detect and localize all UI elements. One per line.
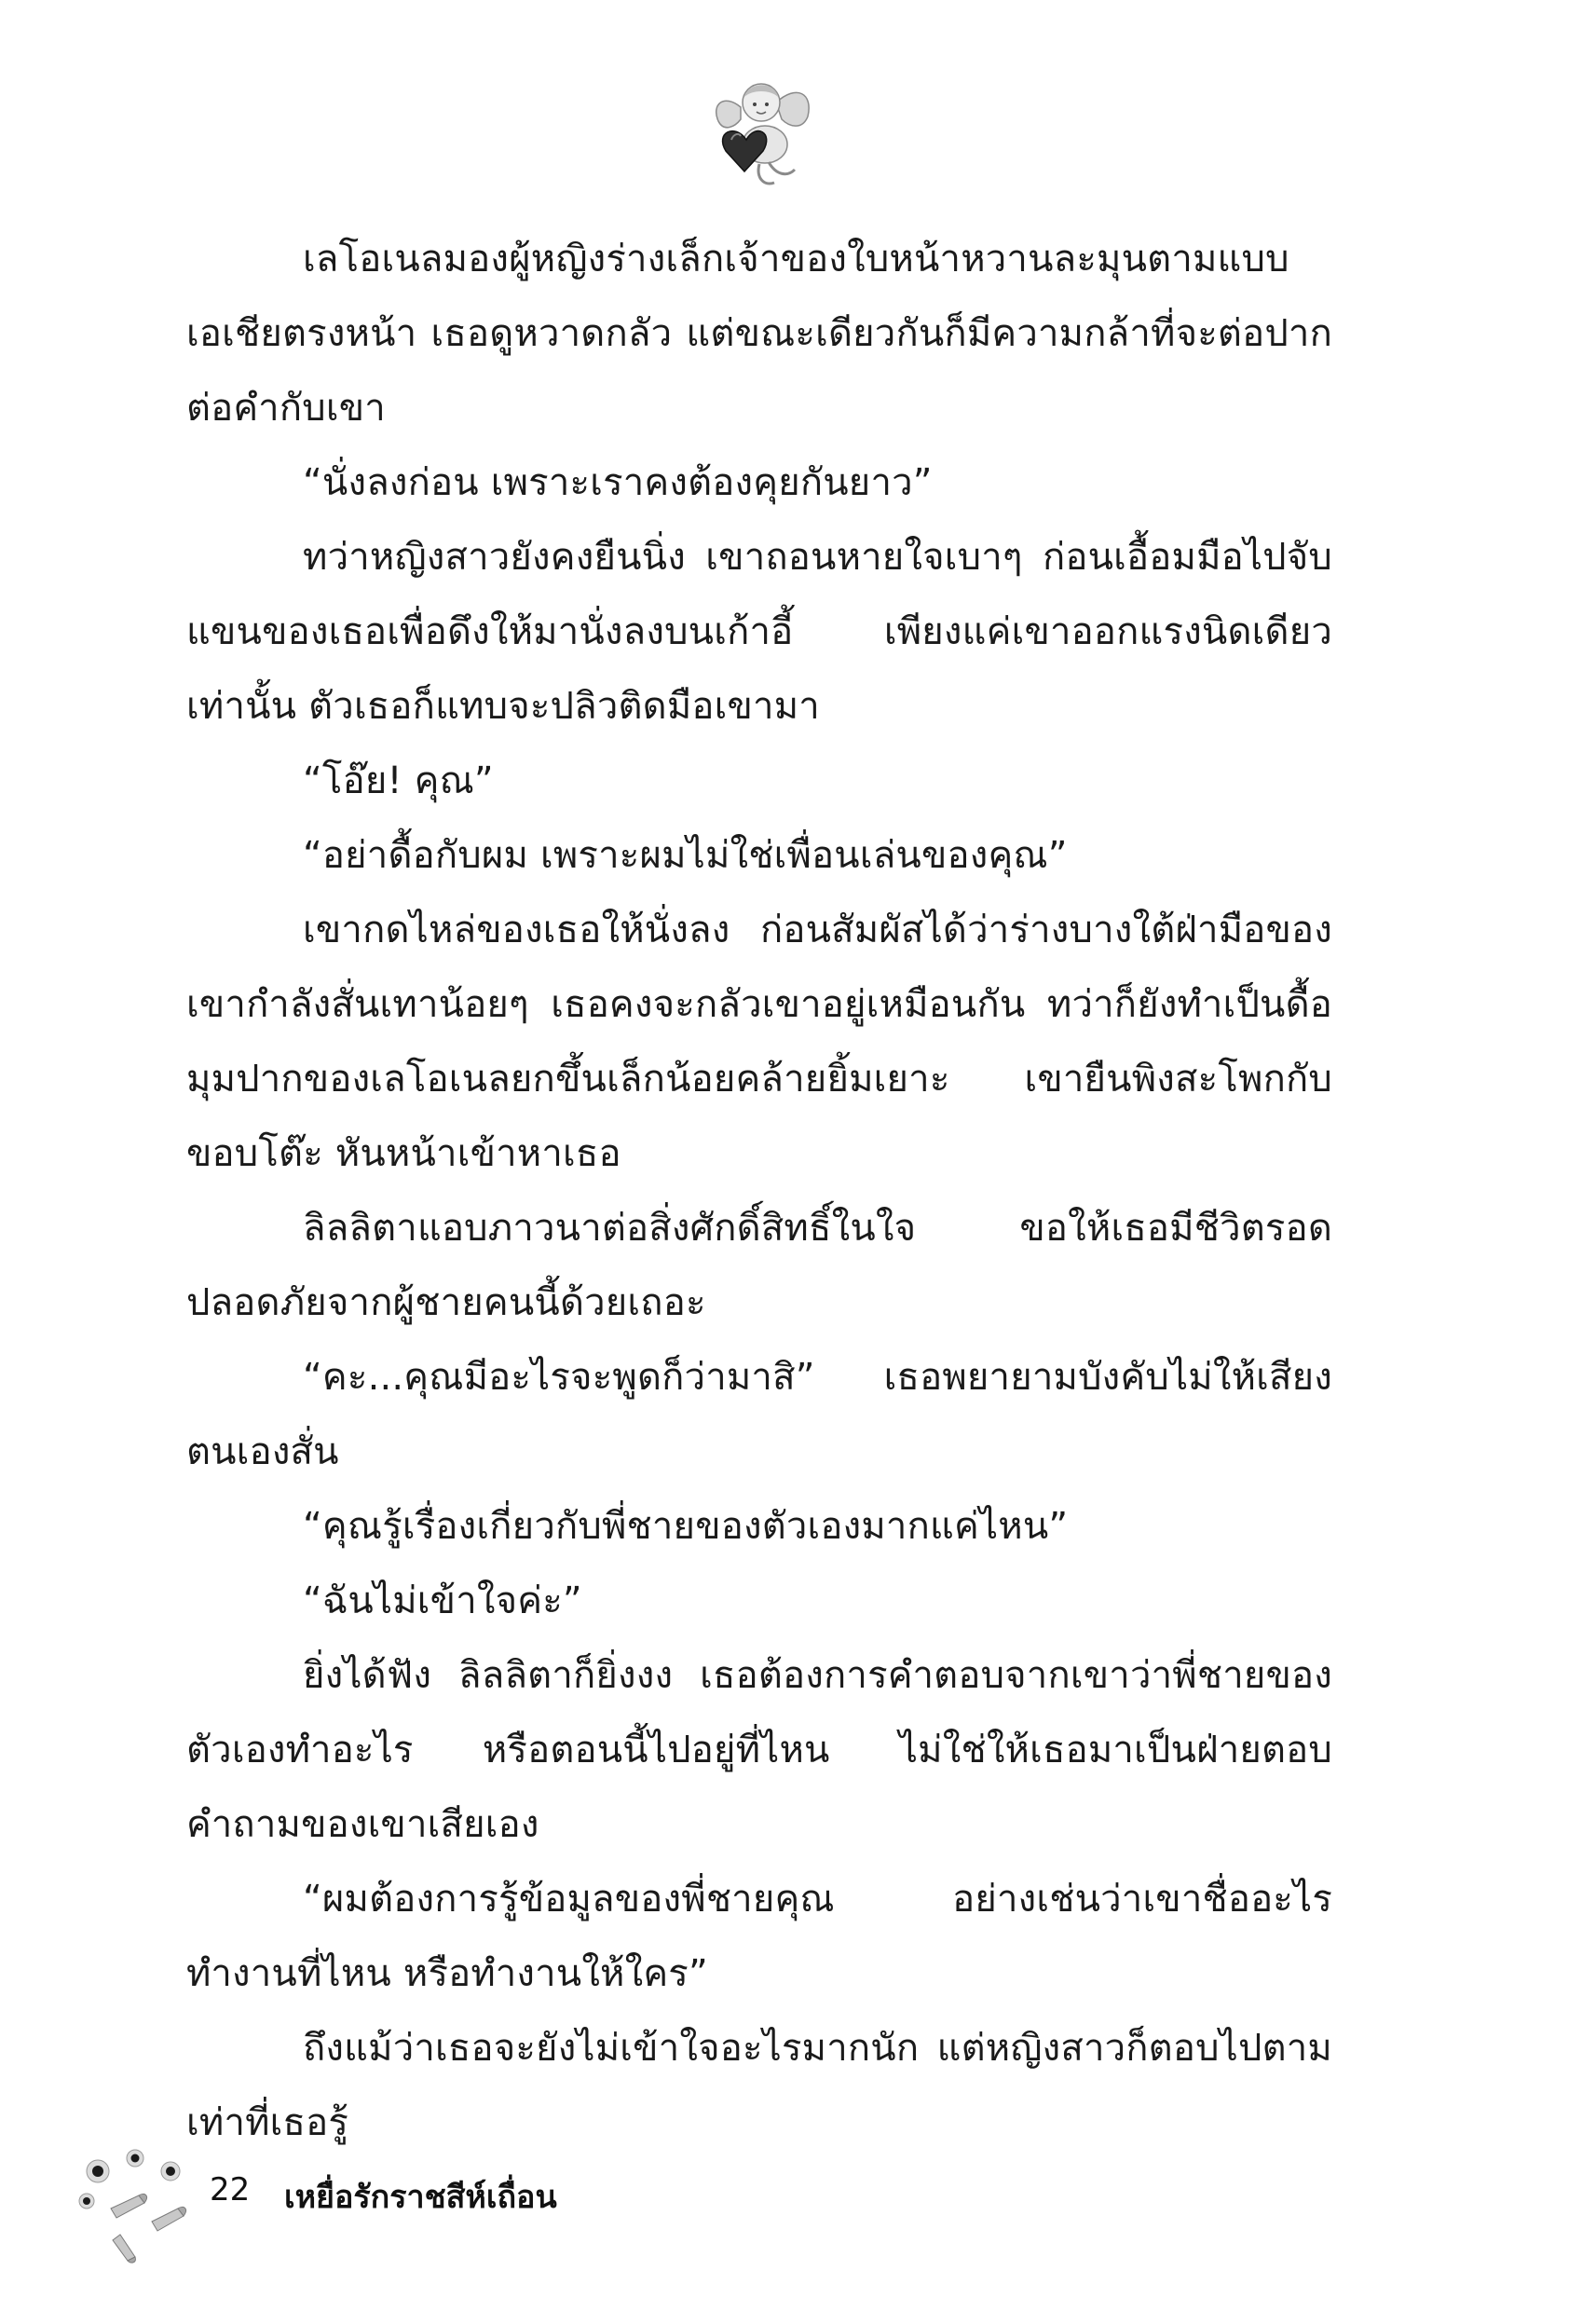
paragraph: “ผมต้องการรู้ข้อมูลของพี่ชายคุณ อย่างเช่นว่าเขาชื่ออะไร ทำงานที่ไหน หรือทำงานให้ใคร”: [186, 1878, 1332, 1995]
book-title: เหยื่อรักราชสีห์เถื่อน: [284, 2179, 557, 2216]
paragraph: “นั่งลงก่อน เพราะเราคงต้องคุยกันยาว”: [303, 461, 933, 504]
paragraph: ถึงแม้ว่าเธอจะยังไม่เข้าใจอะไรมากนัก แต่หญิงสาวก็ตอบไปตามเท่าที่เธอรู้: [186, 2027, 1332, 2144]
paragraph: ลิลลิตาแอบภาวนาต่อสิ่งศักดิ์สิทธิ์ในใจ ขอให้เธอมีชีวิตรอดปลอดภัยจากผู้ชายคนนี้ด้วยเถอะ: [186, 1207, 1332, 1324]
paragraph: ทว่าหญิงสาวยังคงยืนนิ่ง เขาถอนหายใจเบาๆ ก่อนเอื้อมมือไปจับแขนของเธอเพื่อดึงให้มานั่งลงบนเก้าอี้ เพียงแค่เขาออกแรงนิดเดียวเท่านั้น ตัวเธอก็แทบจะปลิวติดมือเขามา: [186, 536, 1332, 728]
paragraph: ยิ่งได้ฟัง ลิลลิตาก็ยิ่งงง เธอต้องการคำตอบจากเขาว่าพี่ชายของตัวเองทำอะไร หรือตอนนี้ไปอยู่ที่ไหน ไม่ใช่ให้เธอมาเป็นฝ่ายตอบคำถามของเขาเสียเอง: [186, 1654, 1332, 1846]
bullet-holes-icon: [70, 2143, 200, 2264]
paragraph: “ฉันไม่เข้าใจค่ะ”: [303, 1579, 582, 1622]
paragraph: “คะ...คุณมีอะไรจะพูดก็ว่ามาสิ” เธอพยายามบังคับไม่ให้เสียงตนเองสั่น: [186, 1356, 1332, 1473]
story-text: [186, 222, 1332, 2160]
page-footer: [0, 2143, 1596, 2283]
paragraph: “โอ๊ย! คุณ”: [303, 759, 494, 802]
paragraph: เลโอเนลมองผู้หญิงร่างเล็กเจ้าของใบหน้าหวานละมุนตามแบบเอเชียตรงหน้า เธอดูหวาดกลัว แต่ขณะเดียวกันก็มีความกล้าที่จะต่อปากต่อคำกับเขา: [186, 238, 1332, 430]
paragraph: “อย่าดื้อกับผม เพราะผมไม่ใช่เพื่อนเล่นของคุณ”: [303, 834, 1068, 877]
cupid-heart-icon: [703, 65, 815, 196]
paragraph: “คุณรู้เรื่องเกี่ยวกับพี่ชายของตัวเองมากแค่ไหน”: [303, 1505, 1069, 1548]
paragraph: เขากดไหล่ของเธอให้นั่งลง ก่อนสัมผัสได้ว่าร่างบางใต้ฝ่ามือของเขากำลังสั่นเทาน้อยๆ เธอคงจะกลัวเขาอยู่เหมือนกัน ทว่าก็ยังทำเป็นดื้อ มุมปากของเลโอเนลยกขึ้นเล็กน้อยคล้ายยิ้มเยาะ เขายืนพิงสะโพกกับขอบโต๊ะ หันหน้าเข้าหาเธอ: [186, 909, 1332, 1175]
page-number: 22: [210, 2171, 251, 2208]
